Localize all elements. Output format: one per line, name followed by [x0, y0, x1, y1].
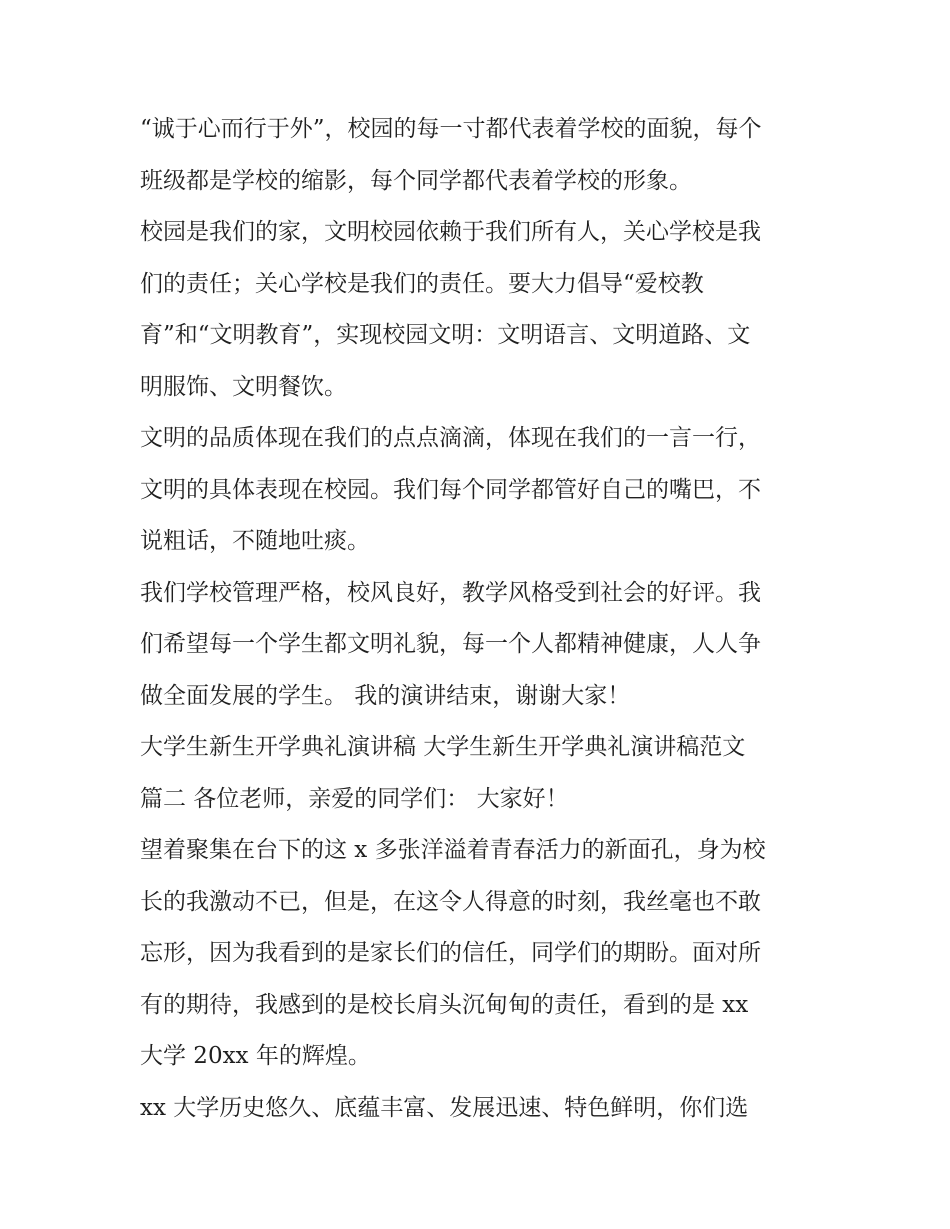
text-line: 们的责任；关心学校是我们的责任。要大力倡导“爱校教	[140, 270, 704, 297]
text-line: 大学 20xx 年的辉煌。	[140, 1043, 371, 1069]
text-line: 有的期待，我感到的是校长肩头沉甸甸的责任，看到的是 xx	[140, 991, 749, 1018]
text-line: 班级都是学校的缩影，每个同学都代表着学校的形象。	[140, 167, 692, 194]
text-line: 文明的品质体现在我们的点点滴滴，体现在我们的一言一行，	[140, 425, 761, 451]
document-body	[140, 104, 820, 1134]
text-line: 长的我激动不已，但是，在这令人得意的时刻，我丝毫也不敢	[140, 888, 761, 915]
text-line: 们希望每一个学生都文明礼貌，每一个人都精神健康，人人争	[140, 631, 761, 657]
text-line: 明服饰、文明餐饮。	[140, 373, 347, 400]
text-line: 说粗话，不随地吐痰。	[140, 528, 370, 554]
text-line: 校园是我们的家，文明校园依赖于我们所有人，关心学校是我	[140, 219, 761, 245]
text-line: 忘形，因为我看到的是家长们的信任，同学们的期盼。面对所	[140, 940, 761, 966]
text-line: 望着聚集在台下的这 x 多张洋溢着青春活力的新面孔，身为校	[140, 837, 766, 863]
text-line: 文明的具体表现在校园。我们每个同学都管好自己的嘴巴，不	[140, 476, 761, 503]
text-line: 篇二 各位老师，亲爱的同学们： 大家好！	[140, 785, 569, 812]
text-line: 做全面发展的学生。 我的演讲结束，谢谢大家！	[140, 682, 631, 709]
text-line: xx 大学历史悠久、底蕴丰富、发展迅速、特色鲜明，你们选	[140, 1094, 749, 1121]
text-line: 我们学校管理严格，校风良好，教学风格受到社会的好评。我	[140, 579, 761, 606]
text-line: 育”和“文明教育”，实现校园文明：文明语言、文明道路、文	[140, 322, 751, 348]
section-heading-line: 大学生新生开学典礼演讲稿 大学生新生开学典礼演讲稿范文	[140, 734, 746, 760]
text-line: “诚于心而行于外”，校园的每一寸都代表着学校的面貌，每个	[140, 116, 762, 142]
